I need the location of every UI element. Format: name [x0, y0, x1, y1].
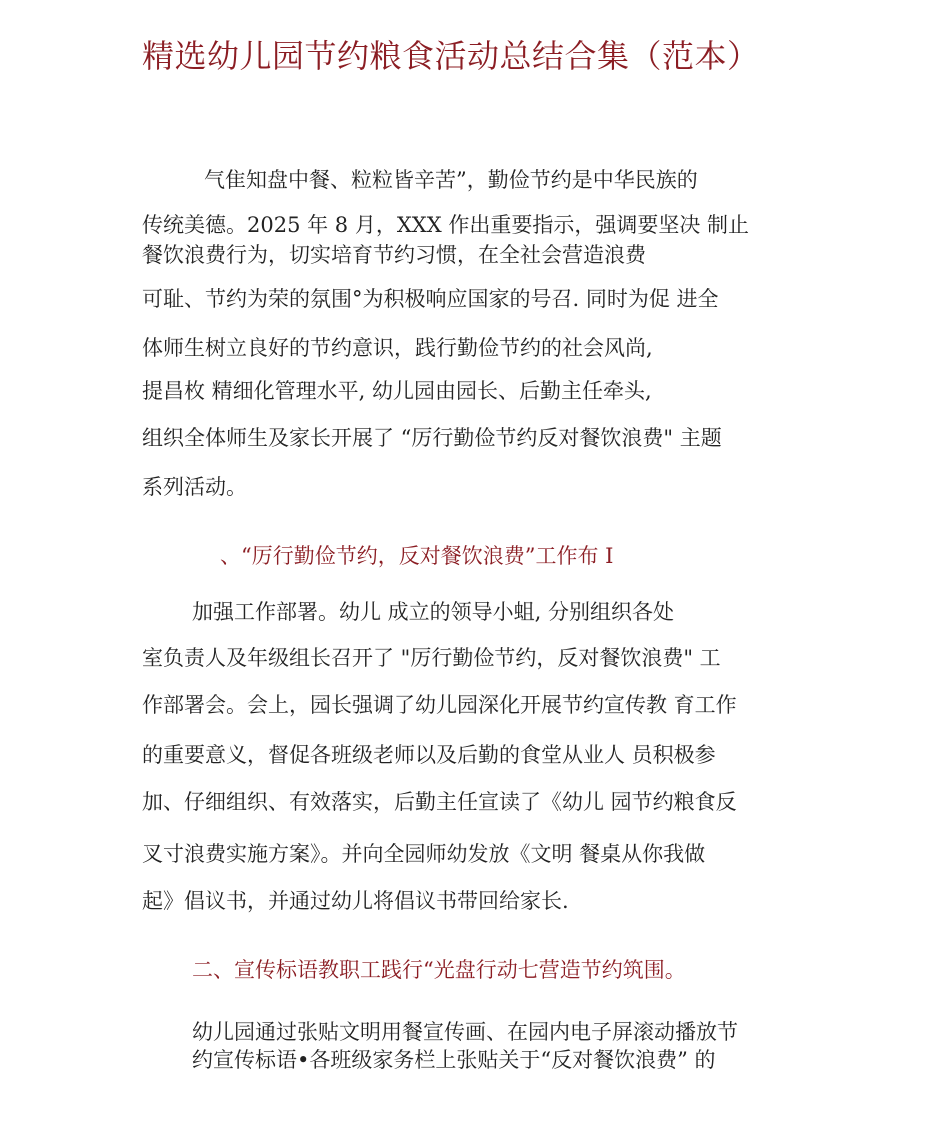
- section1-line: 作部署会。会上，园长强调了幼儿园深化开展节约宣传教 育工作: [142, 693, 737, 717]
- intro-line: 可耻、节约为荣的氛围°为积极响应国家的号召. 同时为促 进全: [142, 287, 719, 311]
- section-heading: 二、宣传标语教职工践行“光盘行动七营造节约筑围。: [192, 958, 686, 982]
- section1-line: 加、仔细组织、有效落实，后勤主任宣读了《幼儿 园节约粮食反: [142, 790, 737, 814]
- section1-line: 的重要意义，督促各班级老师以及后勤的食堂从业人 员积极参: [142, 743, 716, 767]
- section1-line: 室负责人及年级组长召开了 "厉行勤俭节约，反对餐饮浪费" 工: [142, 646, 721, 670]
- intro-line: 气隹知盘中餐、粒粒皆辛苦”，勤俭节约是中华民族的: [204, 168, 698, 192]
- intro-line: 餐饮浪费行为，切实培育节约习惯，在全社会营造浪费: [142, 243, 646, 267]
- intro-line: 传统美德。2025 年 8 月，XXX 作出重要指示，强调要坚决 制止: [142, 213, 750, 237]
- intro-line: 系列活动。: [142, 475, 247, 499]
- section1-line: 起》倡议书，并通过幼儿将倡议书带回给家长.: [142, 889, 569, 913]
- section1-line: 加强工作部署。幼儿 成立的领导小蛆, 分别组织各处: [192, 600, 675, 624]
- intro-line: 体师生树立良好的节约意识，践行勤俭节约的社会风尚,: [142, 336, 653, 360]
- section-heading: 、“厉行勤俭节约，反对餐饮浪费”工作布 I: [220, 544, 614, 568]
- section2-line: 约宣传标语•各班级家务栏上张贴关于“反对餐饮浪费” 的: [192, 1048, 716, 1072]
- page-title: 精选幼儿园节约粮食活动总结合集（范本）: [142, 37, 760, 75]
- intro-line: 提昌枚 精细化管理水平, 幼儿园由园长、后勤主任牵头,: [142, 379, 652, 403]
- section2-line: 幼儿园通过张贴文明用餐宣传画、在园内电子屏滚动播放节: [192, 1020, 738, 1044]
- section1-line: 叉寸浪费实施方案》。并向全园师幼发放《文明 餐桌从你我做: [142, 842, 706, 866]
- intro-line: 组织全体师生及家长开展了 “厉行勤俭节约反对餐饮浪费" 主题: [142, 426, 722, 450]
